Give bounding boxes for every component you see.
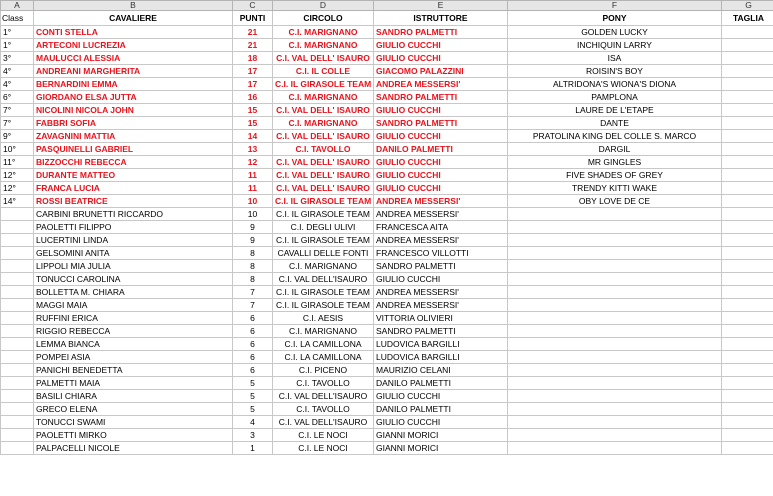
cell-pony[interactable]: PRATOLINA KING DEL COLLE S. MARCO	[508, 130, 722, 143]
cell-size[interactable]	[722, 312, 773, 325]
cell-instructor[interactable]: LUDOVICA BARGILLI	[374, 338, 508, 351]
cell-points[interactable]: 5	[233, 403, 273, 416]
cell-rider[interactable]: BIZZOCCHI REBECCA	[34, 156, 233, 169]
cell-pony[interactable]: MR GINGLES	[508, 156, 722, 169]
cell-size[interactable]	[722, 247, 773, 260]
table-row	[1, 169, 773, 182]
cell-instructor[interactable]: SANDRO PALMETTI	[374, 325, 508, 338]
table-row	[1, 351, 773, 364]
cell-class[interactable]	[1, 299, 34, 312]
cell-pony[interactable]: DANTE	[508, 117, 722, 130]
header-pony[interactable]: PONY	[508, 11, 722, 26]
cell-points[interactable]: 1	[233, 442, 273, 455]
cell-rider[interactable]: TONUCCI CAROLINA	[34, 273, 233, 286]
cell-size[interactable]	[722, 78, 773, 91]
cell-rider[interactable]: LIPPOLI MIA JULIA	[34, 260, 233, 273]
cell-club[interactable]: C.I. IL GIRASOLE TEAM	[273, 286, 374, 299]
cell-size[interactable]	[722, 416, 773, 429]
cell-points[interactable]: 5	[233, 390, 273, 403]
cell-points[interactable]: 21	[233, 39, 273, 52]
cell-size[interactable]	[722, 338, 773, 351]
cell-instructor[interactable]: GIULIO CUCCHI	[374, 104, 508, 117]
cell-pony[interactable]	[508, 351, 722, 364]
cell-class[interactable]: 1°	[1, 39, 34, 52]
cell-size[interactable]	[722, 286, 773, 299]
cell-rider[interactable]: GELSOMINI ANITA	[34, 247, 233, 260]
header-size[interactable]: TAGLIA	[722, 11, 773, 26]
cell-pony[interactable]	[508, 416, 722, 429]
cell-points[interactable]: 17	[233, 78, 273, 91]
cell-class[interactable]	[1, 273, 34, 286]
header-instructor[interactable]: ISTRUTTORE	[374, 11, 508, 26]
cell-class[interactable]	[1, 247, 34, 260]
cell-points[interactable]: 6	[233, 351, 273, 364]
cell-class[interactable]	[1, 312, 34, 325]
cell-rider[interactable]: ROSSI BEATRICE	[34, 195, 233, 208]
cell-instructor[interactable]: SANDRO PALMETTI	[374, 260, 508, 273]
cell-pony[interactable]	[508, 403, 722, 416]
column-letter-g[interactable]: G	[722, 1, 773, 11]
cell-points[interactable]: 7	[233, 286, 273, 299]
cell-rider[interactable]: ANDREANI MARGHERITA	[34, 65, 233, 78]
cell-points[interactable]: 11	[233, 182, 273, 195]
column-letter-a[interactable]: A	[1, 1, 34, 11]
cell-instructor[interactable]: LUDOVICA BARGILLI	[374, 351, 508, 364]
cell-pony[interactable]: ALTRIDONA'S WIONA'S DIONA	[508, 78, 722, 91]
table-row	[1, 312, 773, 325]
cell-instructor[interactable]: GIULIO CUCCHI	[374, 416, 508, 429]
cell-instructor[interactable]: GIANNI MORICI	[374, 429, 508, 442]
cell-pony[interactable]	[508, 390, 722, 403]
cell-instructor[interactable]: SANDRO PALMETTI	[374, 117, 508, 130]
cell-pony[interactable]	[508, 364, 722, 377]
cell-club[interactable]: C.I. VAL DELL' ISAURO	[273, 156, 374, 169]
cell-club[interactable]: C.I. TAVOLLO	[273, 403, 374, 416]
cell-size[interactable]	[722, 130, 773, 143]
cell-club[interactable]: C.I. LA CAMILLONA	[273, 338, 374, 351]
cell-club[interactable]: C.I. VAL DELL' ISAURO	[273, 52, 374, 65]
cell-points[interactable]: 6	[233, 325, 273, 338]
cell-rider[interactable]: NICOLINI NICOLA JOHN	[34, 104, 233, 117]
cell-club[interactable]: C.I. VAL DELL' ISAURO	[273, 130, 374, 143]
cell-club[interactable]: C.I. VAL DELL'ISAURO	[273, 273, 374, 286]
cell-rider[interactable]: FRANCA LUCIA	[34, 182, 233, 195]
cell-pony[interactable]: OBY LOVE DE CE	[508, 195, 722, 208]
table-row	[1, 403, 773, 416]
cell-rider[interactable]: LUCERTINI LINDA	[34, 234, 233, 247]
cell-points[interactable]: 8	[233, 260, 273, 273]
cell-pony[interactable]	[508, 338, 722, 351]
cell-club[interactable]: C.I. VAL DELL'ISAURO	[273, 416, 374, 429]
cell-instructor[interactable]: GIULIO CUCCHI	[374, 182, 508, 195]
cell-rider[interactable]: RUFFINI ERICA	[34, 312, 233, 325]
cell-points[interactable]: 13	[233, 143, 273, 156]
cell-rider[interactable]: POMPEI ASIA	[34, 351, 233, 364]
cell-points[interactable]: 10	[233, 195, 273, 208]
cell-club[interactable]: CAVALLI DELLE FONTI	[273, 247, 374, 260]
cell-instructor[interactable]: DANILO PALMETTI	[374, 143, 508, 156]
cell-club[interactable]: C.I. AESIS	[273, 312, 374, 325]
cell-size[interactable]	[722, 117, 773, 130]
cell-rider[interactable]: BERNARDINI EMMA	[34, 78, 233, 91]
cell-rider[interactable]: FABBRI SOFIA	[34, 117, 233, 130]
column-letter-f[interactable]: F	[508, 1, 722, 11]
cell-rider[interactable]: PANICHI BENEDETTA	[34, 364, 233, 377]
cell-club[interactable]: C.I. MARIGNANO	[273, 26, 374, 39]
table-row	[1, 390, 773, 403]
cell-rider[interactable]: GRECO ELENA	[34, 403, 233, 416]
cell-size[interactable]	[722, 221, 773, 234]
cell-points[interactable]: 3	[233, 429, 273, 442]
header-class[interactable]: Class	[1, 11, 34, 26]
cell-size[interactable]	[722, 26, 773, 39]
cell-instructor[interactable]: DANILO PALMETTI	[374, 377, 508, 390]
cell-size[interactable]	[722, 39, 773, 52]
cell-class[interactable]	[1, 286, 34, 299]
cell-points[interactable]: 8	[233, 273, 273, 286]
cell-club[interactable]: C.I. VAL DELL' ISAURO	[273, 182, 374, 195]
cell-points[interactable]: 6	[233, 364, 273, 377]
cell-instructor[interactable]: GIULIO CUCCHI	[374, 169, 508, 182]
cell-rider[interactable]: PAOLETTI FILIPPO	[34, 221, 233, 234]
table-row	[1, 143, 773, 156]
cell-instructor[interactable]: FRANCESCO VILLOTTI	[374, 247, 508, 260]
column-letter-b[interactable]: B	[34, 1, 233, 11]
table-row	[1, 65, 773, 78]
cell-rider[interactable]: PASQUINELLI GABRIEL	[34, 143, 233, 156]
cell-size[interactable]	[722, 390, 773, 403]
cell-pony[interactable]: TRENDY KITTI WAKE	[508, 182, 722, 195]
cell-size[interactable]	[722, 260, 773, 273]
cell-club[interactable]: C.I. PICENO	[273, 364, 374, 377]
cell-points[interactable]: 12	[233, 156, 273, 169]
table-row	[1, 78, 773, 91]
cell-instructor[interactable]: GIACOMO PALAZZINI	[374, 65, 508, 78]
cell-pony[interactable]: ROISIN'S BOY	[508, 65, 722, 78]
cell-class[interactable]: 4°	[1, 78, 34, 91]
table-row	[1, 104, 773, 117]
cell-class[interactable]	[1, 351, 34, 364]
cell-club[interactable]: C.I. MARIGNANO	[273, 325, 374, 338]
cell-rider[interactable]: ZAVAGNINI MATTIA	[34, 130, 233, 143]
cell-instructor[interactable]: ANDREA MESSERSI'	[374, 234, 508, 247]
cell-instructor[interactable]: ANDREA MESSERSI'	[374, 78, 508, 91]
cell-points[interactable]: 9	[233, 234, 273, 247]
cell-class[interactable]: 3°	[1, 52, 34, 65]
cell-rider[interactable]: LEMMA BIANCA	[34, 338, 233, 351]
table-row	[1, 26, 773, 39]
cell-size[interactable]	[722, 273, 773, 286]
cell-class[interactable]	[1, 390, 34, 403]
cell-class[interactable]: 10°	[1, 143, 34, 156]
cell-size[interactable]	[722, 234, 773, 247]
cell-class[interactable]: 9°	[1, 130, 34, 143]
cell-rider[interactable]: MAULUCCI ALESSIA	[34, 52, 233, 65]
cell-size[interactable]	[722, 325, 773, 338]
table-row	[1, 338, 773, 351]
cell-size[interactable]	[722, 195, 773, 208]
cell-size[interactable]	[722, 351, 773, 364]
cell-rider[interactable]: BOLLETTA M. CHIARA	[34, 286, 233, 299]
cell-class[interactable]: 11°	[1, 156, 34, 169]
table-row	[1, 429, 773, 442]
cell-size[interactable]	[722, 403, 773, 416]
table-row	[1, 377, 773, 390]
table-row	[1, 182, 773, 195]
cell-instructor[interactable]: SANDRO PALMETTI	[374, 26, 508, 39]
cell-club[interactable]: C.I. LA CAMILLONA	[273, 351, 374, 364]
cell-club[interactable]: C.I. VAL DELL'ISAURO	[273, 390, 374, 403]
cell-pony[interactable]: DARGIL	[508, 143, 722, 156]
cell-club[interactable]: C.I. TAVOLLO	[273, 143, 374, 156]
cell-class[interactable]	[1, 429, 34, 442]
cell-pony[interactable]	[508, 299, 722, 312]
cell-class[interactable]: 7°	[1, 104, 34, 117]
table-row	[1, 156, 773, 169]
cell-rider[interactable]: RIGGIO REBECCA	[34, 325, 233, 338]
cell-class[interactable]: 12°	[1, 182, 34, 195]
cell-size[interactable]	[722, 377, 773, 390]
column-letter-e[interactable]: E	[374, 1, 508, 11]
cell-class[interactable]: 4°	[1, 65, 34, 78]
cell-size[interactable]	[722, 182, 773, 195]
cell-size[interactable]	[722, 299, 773, 312]
cell-size[interactable]	[722, 442, 773, 455]
header-points[interactable]: PUNTI	[233, 11, 273, 26]
table-row	[1, 273, 773, 286]
cell-instructor[interactable]: GIANNI MORICI	[374, 442, 508, 455]
table-row	[1, 442, 773, 455]
cell-points[interactable]: 9	[233, 221, 273, 234]
cell-points[interactable]: 15	[233, 104, 273, 117]
cell-pony[interactable]: FIVE SHADES OF GREY	[508, 169, 722, 182]
cell-points[interactable]: 17	[233, 65, 273, 78]
cell-points[interactable]: 21	[233, 26, 273, 39]
cell-size[interactable]	[722, 156, 773, 169]
cell-size[interactable]	[722, 364, 773, 377]
cell-points[interactable]: 8	[233, 247, 273, 260]
cell-club[interactable]: C.I. DEGLI ULIVI	[273, 221, 374, 234]
table-row	[1, 130, 773, 143]
cell-instructor[interactable]: VITTORIA OLIVIERI	[374, 312, 508, 325]
cell-instructor[interactable]: GIULIO CUCCHI	[374, 130, 508, 143]
cell-rider[interactable]: CARBINI BRUNETTI RICCARDO	[34, 208, 233, 221]
cell-class[interactable]: 6°	[1, 91, 34, 104]
table-row	[1, 364, 773, 377]
header-rider[interactable]: CAVALIERE	[34, 11, 233, 26]
cell-points[interactable]: 15	[233, 117, 273, 130]
cell-club[interactable]: C.I. IL GIRASOLE TEAM	[273, 299, 374, 312]
cell-size[interactable]	[722, 143, 773, 156]
cell-pony[interactable]	[508, 221, 722, 234]
column-letters-row	[1, 1, 773, 11]
cell-instructor[interactable]: GIULIO CUCCHI	[374, 390, 508, 403]
cell-class[interactable]	[1, 234, 34, 247]
cell-class[interactable]	[1, 403, 34, 416]
cell-pony[interactable]	[508, 286, 722, 299]
cell-size[interactable]	[722, 65, 773, 78]
cell-club[interactable]: C.I. IL GIRASOLE TEAM	[273, 234, 374, 247]
cell-class[interactable]	[1, 442, 34, 455]
cell-instructor[interactable]: GIULIO CUCCHI	[374, 39, 508, 52]
cell-class[interactable]: 7°	[1, 117, 34, 130]
cell-size[interactable]	[722, 169, 773, 182]
cell-pony[interactable]	[508, 234, 722, 247]
cell-class[interactable]	[1, 221, 34, 234]
cell-instructor[interactable]: GIULIO CUCCHI	[374, 273, 508, 286]
table-row	[1, 416, 773, 429]
cell-club[interactable]: C.I. MARIGNANO	[273, 39, 374, 52]
cell-size[interactable]	[722, 104, 773, 117]
cell-pony[interactable]: PAMPLONA	[508, 91, 722, 104]
cell-instructor[interactable]: ANDREA MESSERSI'	[374, 299, 508, 312]
cell-club[interactable]: C.I. IL GIRASOLE TEAM	[273, 78, 374, 91]
cell-instructor[interactable]: FRANCESCA AITA	[374, 221, 508, 234]
cell-club[interactable]: C.I. MARIGNANO	[273, 117, 374, 130]
cell-size[interactable]	[722, 52, 773, 65]
cell-pony[interactable]: ISA	[508, 52, 722, 65]
cell-points[interactable]: 14	[233, 130, 273, 143]
cell-instructor[interactable]: GIULIO CUCCHI	[374, 156, 508, 169]
cell-pony[interactable]	[508, 429, 722, 442]
cell-pony[interactable]	[508, 208, 722, 221]
cell-size[interactable]	[722, 208, 773, 221]
cell-points[interactable]: 16	[233, 91, 273, 104]
cell-size[interactable]	[722, 429, 773, 442]
table-row	[1, 286, 773, 299]
cell-pony[interactable]: GOLDEN LUCKY	[508, 26, 722, 39]
cell-club[interactable]: C.I. IL GIRASOLE TEAM	[273, 208, 374, 221]
cell-class[interactable]	[1, 260, 34, 273]
cell-instructor[interactable]: ANDREA MESSERSI'	[374, 195, 508, 208]
cell-pony[interactable]	[508, 325, 722, 338]
table-row	[1, 91, 773, 104]
cell-rider[interactable]: CONTI STELLA	[34, 26, 233, 39]
cell-points[interactable]: 10	[233, 208, 273, 221]
header-club[interactable]: CIRCOLO	[273, 11, 374, 26]
cell-rider[interactable]: BASILI CHIARA	[34, 390, 233, 403]
cell-rider[interactable]: DURANTE MATTEO	[34, 169, 233, 182]
cell-pony[interactable]: INCHIQUIN LARRY	[508, 39, 722, 52]
table-row	[1, 234, 773, 247]
cell-pony[interactable]	[508, 442, 722, 455]
cell-club[interactable]: C.I. LE NOCI	[273, 442, 374, 455]
cell-points[interactable]: 7	[233, 299, 273, 312]
table-row	[1, 260, 773, 273]
table-row	[1, 208, 773, 221]
cell-instructor[interactable]: DANILO PALMETTI	[374, 403, 508, 416]
table-row	[1, 247, 773, 260]
cell-club[interactable]: C.I. MARIGNANO	[273, 91, 374, 104]
cell-instructor[interactable]: GIULIO CUCCHI	[374, 52, 508, 65]
header-row	[1, 11, 773, 26]
cell-pony[interactable]	[508, 377, 722, 390]
cell-rider[interactable]: TONUCCI SWAMI	[34, 416, 233, 429]
cell-rider[interactable]: PAOLETTI MIRKO	[34, 429, 233, 442]
cell-class[interactable]	[1, 364, 34, 377]
column-letter-c[interactable]: C	[233, 1, 273, 11]
cell-rider[interactable]: GIORDANO ELSA JUTTA	[34, 91, 233, 104]
cell-instructor[interactable]: ANDREA MESSERSI'	[374, 286, 508, 299]
cell-points[interactable]: 6	[233, 338, 273, 351]
cell-club[interactable]: C.I. LE NOCI	[273, 429, 374, 442]
cell-points[interactable]: 4	[233, 416, 273, 429]
cell-class[interactable]	[1, 377, 34, 390]
cell-pony[interactable]: LAURE DE L'ETAPE	[508, 104, 722, 117]
cell-club[interactable]: C.I. MARIGNANO	[273, 260, 374, 273]
cell-pony[interactable]	[508, 312, 722, 325]
cell-pony[interactable]	[508, 273, 722, 286]
cell-club[interactable]: C.I. IL COLLE	[273, 65, 374, 78]
cell-points[interactable]: 11	[233, 169, 273, 182]
table-row	[1, 325, 773, 338]
table-row	[1, 195, 773, 208]
cell-rider[interactable]: PALPACELLI NICOLE	[34, 442, 233, 455]
cell-points[interactable]: 18	[233, 52, 273, 65]
cell-class[interactable]	[1, 338, 34, 351]
cell-points[interactable]: 6	[233, 312, 273, 325]
cell-rider[interactable]: PALMETTI MAIA	[34, 377, 233, 390]
column-letter-d[interactable]: D	[273, 1, 374, 11]
cell-club[interactable]: C.I. IL GIRASOLE TEAM	[273, 195, 374, 208]
cell-instructor[interactable]: SANDRO PALMETTI	[374, 91, 508, 104]
cell-size[interactable]	[722, 91, 773, 104]
cell-class[interactable]: 14°	[1, 195, 34, 208]
cell-club[interactable]: C.I. TAVOLLO	[273, 377, 374, 390]
cell-club[interactable]: C.I. VAL DELL' ISAURO	[273, 169, 374, 182]
cell-pony[interactable]	[508, 247, 722, 260]
cell-instructor[interactable]: MAURIZIO CELANI	[374, 364, 508, 377]
table-row	[1, 299, 773, 312]
cell-club[interactable]: C.I. VAL DELL' ISAURO	[273, 104, 374, 117]
cell-class[interactable]: 12°	[1, 169, 34, 182]
cell-instructor[interactable]: ANDREA MESSERSI'	[374, 208, 508, 221]
cell-points[interactable]: 5	[233, 377, 273, 390]
cell-pony[interactable]	[508, 260, 722, 273]
table-row	[1, 39, 773, 52]
table-row	[1, 52, 773, 65]
table-row	[1, 117, 773, 130]
cell-rider[interactable]: ARTECONI LUCREZIA	[34, 39, 233, 52]
cell-rider[interactable]: MAGGI MAIA	[34, 299, 233, 312]
cell-class[interactable]	[1, 325, 34, 338]
cell-class[interactable]: 1°	[1, 26, 34, 39]
table-row	[1, 221, 773, 234]
cell-class[interactable]	[1, 208, 34, 221]
cell-class[interactable]	[1, 416, 34, 429]
